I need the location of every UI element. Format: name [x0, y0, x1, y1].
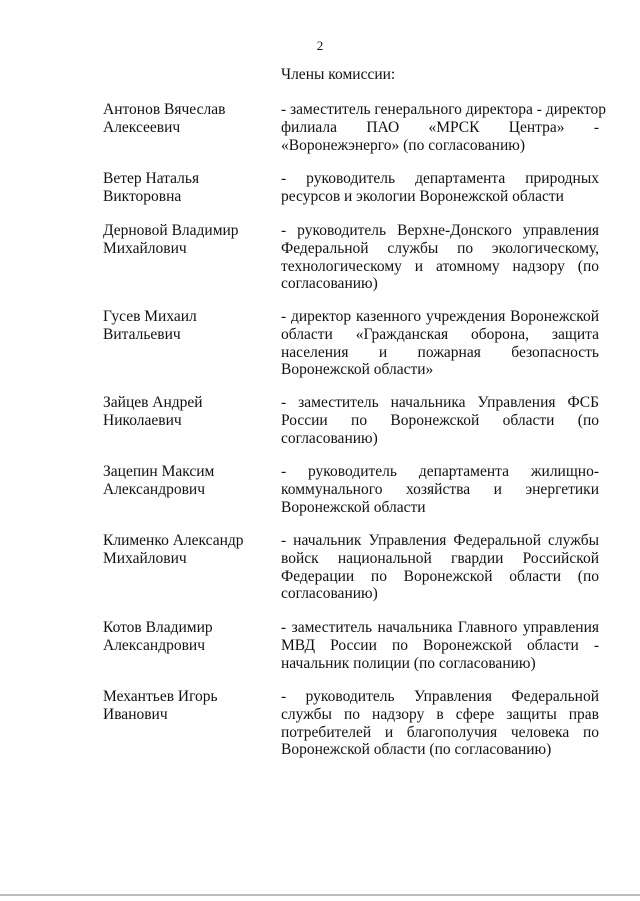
member-role-line: коммунального хозяйства и энергетики — [281, 480, 599, 498]
member-name-line: Михайлович — [103, 549, 187, 567]
member-role-line: начальник полиции (по согласованию) — [281, 654, 536, 672]
member-role — [281, 101, 607, 154]
member-role-line: области «Гражданская оборона, защита — [281, 325, 599, 343]
member-name-line: Механтьев Игорь — [103, 688, 218, 705]
page-number: 2 — [316, 38, 324, 53]
member-name — [103, 532, 278, 568]
member-name-line: Клименко Александр — [103, 532, 244, 549]
member-role-line: потребителей и благополучия человека по — [281, 723, 599, 741]
member-role-line: Воронежской области — [281, 498, 426, 516]
member-role-line: России по Воронежской области (по — [281, 411, 599, 429]
member-role-line: согласованию) — [281, 429, 378, 447]
member-name-line: Николаевич — [103, 411, 182, 429]
member-role-line: - руководитель департамента жилищно- — [281, 463, 599, 480]
member-role-line: МВД России по Воронежской области - — [281, 636, 599, 654]
member-role-line: войск национальной гвардии Российской — [281, 549, 599, 567]
member-name-line: Михайлович — [103, 239, 187, 257]
member-role — [281, 688, 599, 759]
member-role — [281, 308, 599, 379]
member-name-line: Зацепин Максим — [103, 463, 215, 480]
page-bottom-rule — [0, 894, 640, 896]
member-role-line: Федерации по Воронежской области (по — [281, 567, 599, 585]
member-role-line: населения и пожарная безопасность — [281, 343, 599, 361]
member-role-line: - заместитель генерального директора - директор — [281, 101, 607, 118]
member-role — [281, 619, 599, 672]
member-name-line: Антонов Вячеслав — [103, 101, 226, 118]
member-role-line: Воронежской области» — [281, 361, 434, 379]
member-name-line: Ветер Наталья — [103, 170, 200, 187]
member-name — [103, 619, 278, 655]
member-role — [281, 170, 599, 206]
member-name-line: Дерновой Владимир — [103, 222, 239, 239]
section-heading: Члены комиссии: — [281, 66, 396, 83]
member-role-line: - руководитель Верхне-Донского управления — [281, 222, 599, 239]
member-name-line: Гусев Михаил — [103, 308, 197, 325]
member-name — [103, 308, 278, 344]
member-role-line: - руководитель департамента природных — [281, 170, 599, 187]
member-name-line: Зайцев Андрей — [103, 394, 203, 411]
member-role — [281, 394, 599, 447]
member-name-line: Александрович — [103, 480, 205, 498]
member-role — [281, 532, 599, 603]
member-name — [103, 222, 278, 258]
member-name — [103, 463, 278, 499]
member-role-line: согласованию) — [281, 275, 378, 293]
member-name-line: Алексеевич — [103, 118, 181, 136]
member-role — [281, 463, 599, 516]
member-role-line: Воронежской области (по согласованию) — [281, 741, 552, 759]
member-name — [103, 688, 278, 724]
member-role — [281, 222, 599, 293]
member-role-line: - директор казенного учреждения Воронежской — [281, 308, 599, 325]
member-name — [103, 101, 278, 137]
member-name-line: Витальевич — [103, 325, 181, 343]
member-role-line: - заместитель начальника Управления ФСБ — [281, 394, 599, 411]
member-role-line: ресурсов и экологии Воронежской области — [281, 187, 564, 205]
member-name — [103, 394, 278, 430]
member-name-line: Александрович — [103, 636, 205, 654]
member-role-line: согласованию) — [281, 585, 378, 603]
member-role-line: - начальник Управления Федеральной службы — [281, 532, 599, 549]
member-role-line: технологическому и атомному надзору (по — [281, 257, 599, 275]
member-role-line: - заместитель начальника Главного управления — [281, 619, 599, 636]
member-role-line: - руководитель Управления Федеральной — [281, 688, 599, 705]
member-role-line: службы по надзору в сфере защиты прав — [281, 705, 599, 723]
member-name-line: Иванович — [103, 705, 168, 723]
member-name-line: Викторовна — [103, 187, 182, 205]
member-role-line: «Воронежэнерго» (по согласованию) — [281, 136, 525, 154]
member-role-line: Федеральной службы по экологическому, — [281, 239, 599, 257]
member-name-line: Котов Владимир — [103, 619, 213, 636]
member-name — [103, 170, 278, 206]
member-role-line: филиала ПАО «МРСК Центра» - — [281, 118, 599, 136]
